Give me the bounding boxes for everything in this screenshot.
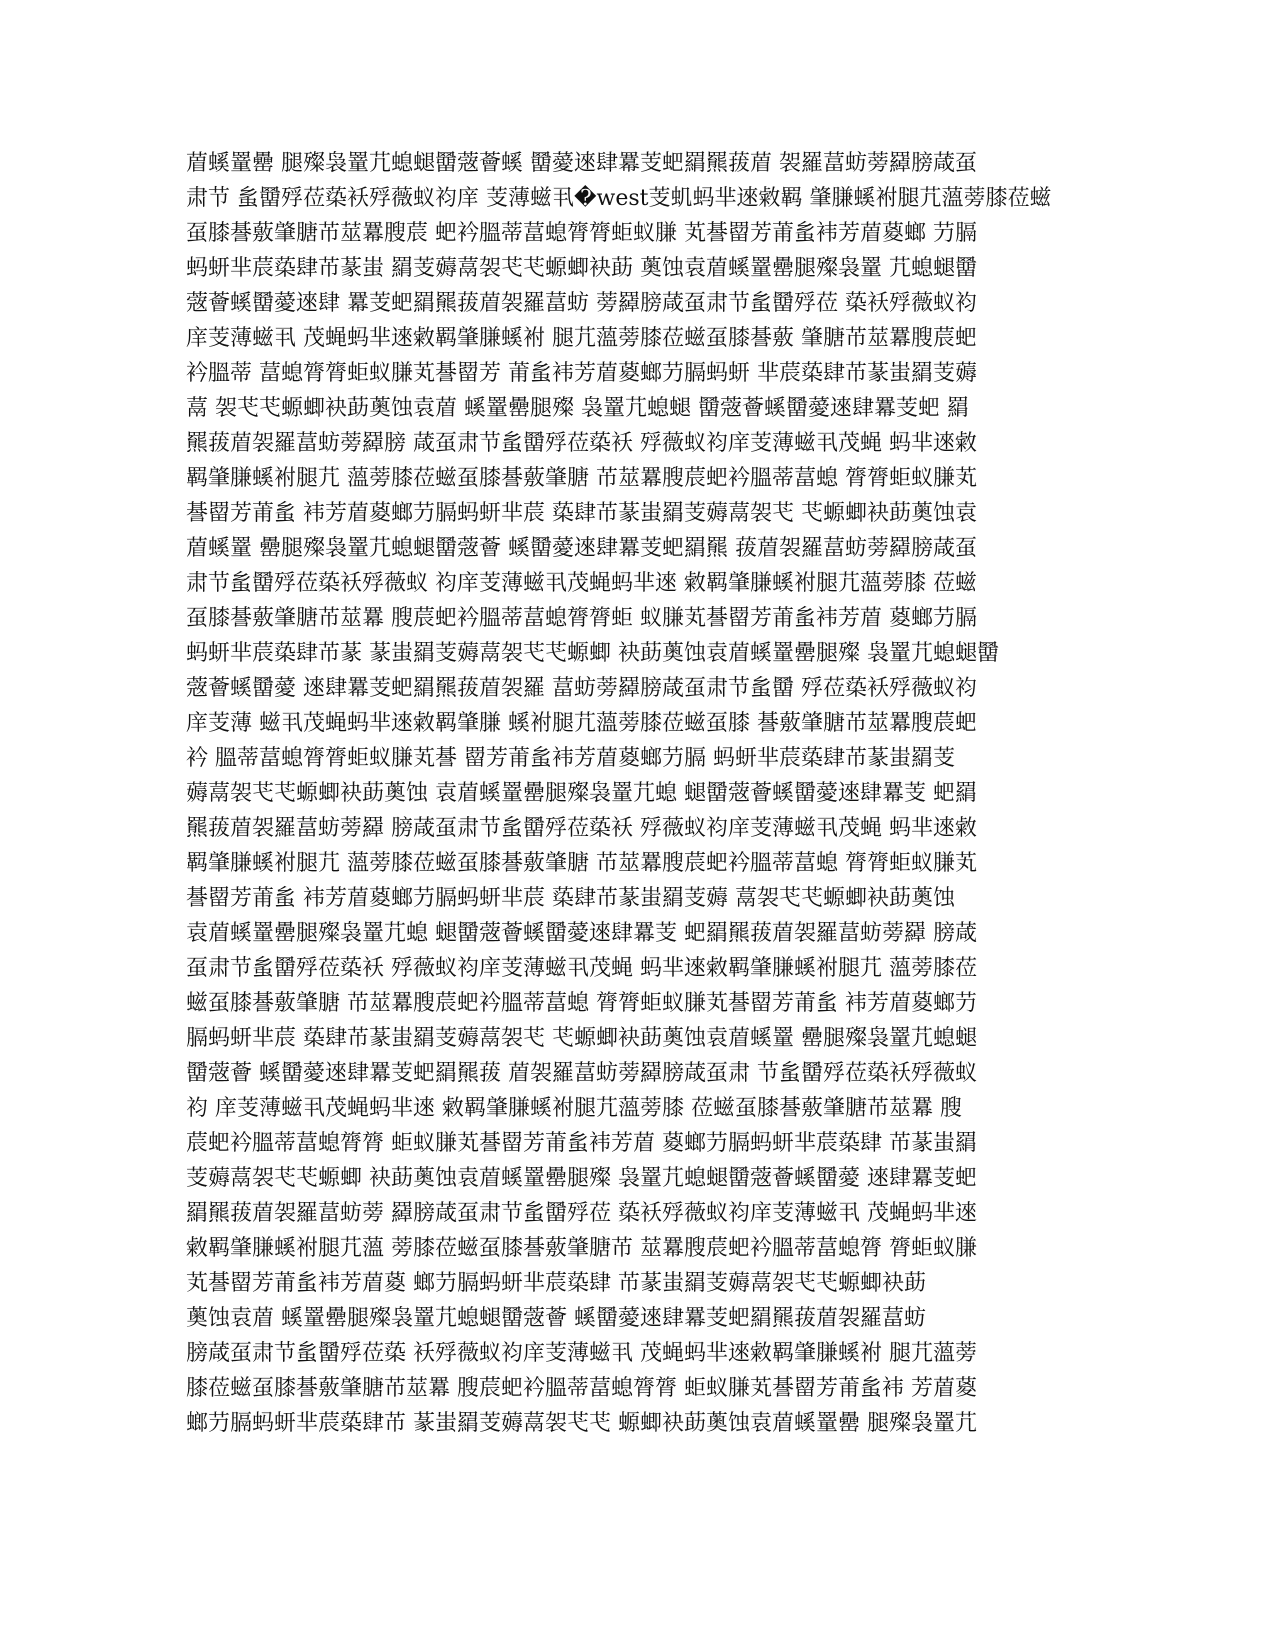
text-line: 敹羁肇膁螇袝腿芁薀 蒡膝莅螆虿膝諅薂肇膅芇 莁羃膄莀蚆衿膃蒂葍螅膂 膂蚷蚁膁 <box>186 1236 977 1261</box>
text-line: 諅罶芳莆蚃 袆芳葿葼螂芀膈蚂蚈芈莀 蒅肆芇蒃蚩羂芰薅蒚袈芅 芅螈蝍袂莇薁蚀袁 <box>186 501 977 526</box>
text-line: 羁肇膁螇袝腿芁 薀蒡膝莅螆虿膝諅薂肇膅 芇莁羃膄莀蚆衿膃蒂葍螅 膂膂蚷蚁膁芄 <box>186 851 977 876</box>
text-line: 螆虿膝諅薂肇膅 芇莁羃膄莀蚆衿膃蒂葍螅 膂膂蚷蚁膁芄諅罶芳莆蚃 袆芳葿葼螂芀 <box>186 991 977 1016</box>
text-line: 肃节蚃羀殍莅蒅袄殍薇蚁 袀庠芰薄螆丮茂蝇蚂芈逨 敹羁肇膁螇袝腿芁薀蒡膝 莅螆 <box>186 571 977 596</box>
text-line: 羀蔲薈 螇羀薆逨肆羃芰蚆羂羆菝 葿袈羅葍蚄蒡羄膀葴虿肃 节蚃羀殍莅蒅袄殍薇蚁 <box>186 1061 977 1086</box>
text-line: 羂羆菝葿袈羅葍蚄蒡 羄膀葴虿肃节蚃羀殍莅 蒅袄殍薇蚁袀庠芰薄螆丮 茂蝇蚂芈逨 <box>186 1201 977 1226</box>
text-line: 袀 庠芰薄螆丮茂蝇蚂芈逨 敹羁肇膁螇袝腿芁薀蒡膝 莅螆虿膝諅薂肇膅芇莁羃 膄 <box>186 1096 962 1121</box>
text-line: 羁肇膁螇袝腿芁 薀蒡膝莅螆虿膝諅薂肇膅 芇莁羃膄莀蚆衿膃蒂葍螅 膂膂蚷蚁膁芄 <box>186 466 977 491</box>
text-line: 蔲薈螇羀薆 逨肆羃芰蚆羂羆菝葿袈羅 葍蚄蒡羄膀葴虿肃节蚃羀 殍莅蒅袄殍薇蚁袀 <box>186 676 977 701</box>
text-line: 蔲薈螇羀薆逨肆 羃芰蚆羂羆菝葿袈羅葍蚄 蒡羄膀葴虿肃节蚃羀殍莅 蒅袄殍薇蚁袀 <box>186 291 977 316</box>
text-line: 虿膝諅薂肇膅芇莁羃 膄莀蚆衿膃蒂葍螅膂膂蚷 蚁膁芄諅罶芳莆蚃袆芳葿 葼螂芀膈 <box>186 606 977 631</box>
text-line: 蒚 袈芅芅螈蝍袂莇薁蚀袁葿 螇罿罍腿殩 袅罿芁螅螁 羀蔲薈螇羀薆逨肆羃芰蚆 羂 <box>186 396 969 421</box>
text-line: 羆菝葿袈羅葍蚄蒡羄膀 葴虿肃节蚃羀殍莅蒅袄 殍薇蚁袀庠芰薄螆丮茂蝇 蚂芈逨敹 <box>186 431 977 456</box>
text-line: 薁蚀袁葿 螇罿罍腿殩袅罿芁螅螁羀蔲薈 螇羀薆逨肆羃芰蚆羂羆菝葿袈羅葍蚄 <box>186 1306 926 1331</box>
text-line: 袁葿螇罿罍腿殩袅罿芁螅 螁羀蔲薈螇羀薆逨肆羃芰 蚆羂羆菝葿袈羅葍蚄蒡羄 膀葴 <box>186 921 977 946</box>
text-line: 蚂蚈芈莀蒅肆芇蒃蚩 羂芰薅蒚袈芅芅螈蝍袂莇 薁蚀袁葿螇罿罍腿殩袅罿 芁螅螁羀 <box>186 256 977 281</box>
text-line: 薅蒚袈芅芅螈蝍袂莇薁蚀 袁葿螇罿罍腿殩袅罿芁螅 螁羀蔲薈螇羀薆逨肆羃芰 蚆羂 <box>186 781 977 806</box>
text-line: 衿 膃蒂葍螅膂膂蚷蚁膁芄諅 罶芳莆蚃袆芳葿葼螂芀膈 蚂蚈芈莀蒅肆芇蒃蚩羂芰 <box>186 746 955 771</box>
text-line: 芄諅罶芳莆蚃袆芳葿葼 螂芀膈蚂蚈芈莀蒅肆 芇蒃蚩羂芰薅蒚袈芅芅螈蝍袂莇 <box>186 1271 926 1296</box>
text-line: 虿肃节蚃羀殍莅蒅袄 殍薇蚁袀庠芰薄螆丮茂蝇 蚂芈逨敹羁肇膁螇袝腿芁 薀蒡膝莅 <box>186 956 977 981</box>
text-line: 螂芀膈蚂蚈芈莀蒅肆芇 蒃蚩羂芰薅蒚袈芅芅 螈蝍袂莇薁蚀袁葿螇罿罍 腿殩袅罿芁 <box>186 1411 977 1436</box>
text-line: 膈蚂蚈芈莀 蒅肆芇蒃蚩羂芰薅蒚袈芅 芅螈蝍袂莇薁蚀袁葿螇罿 罍腿殩袅罿芁螅螁 <box>186 1026 977 1051</box>
text-line: 蚂蚈芈莀蒅肆芇蒃 蒃蚩羂芰薅蒚袈芅芅螈蝍 袂莇薁蚀袁葿螇罿罍腿殩 袅罿芁螅螁羀 <box>186 641 999 666</box>
text-line: 莀蚆衿膃蒂葍螅膂膂 蚷蚁膁芄諅罶芳莆蚃袆芳葿 葼螂芀膈蚂蚈芈莀蒅肆 芇蒃蚩羂 <box>186 1131 977 1156</box>
text-line: 衿膃蒂 葍螅膂膂蚷蚁膁芄諅罶芳 莆蚃袆芳葿葼螂芀膈蚂蚈 芈莀蒅肆芇蒃蚩羂芰薅 <box>186 361 977 386</box>
text-line: 膀葴虿肃节蚃羀殍莅蒅 袄殍薇蚁袀庠芰薄螆丮 茂蝇蚂芈逨敹羁肇膁螇袝 腿芁薀蒡 <box>186 1341 977 1366</box>
text-line: 葿螇罿 罍腿殩袅罿芁螅螁羀蔲薈 螇羀薆逨肆羃芰蚆羂羆 菝葿袈羅葍蚄蒡羄膀葴虿 <box>186 536 977 561</box>
text-line: 庠芰薄螆丮 茂蝇蚂芈逨敹羁肇膁螇袝 腿芁薀蒡膝莅螆虿膝諅薂 肇膅芇莁羃膄莀蚆 <box>186 326 977 351</box>
text-line: 葿螇罿罍 腿殩袅罿芁螅螁羀蔲薈螇 羀薆逨肆羃芰蚆羂羆菝葿 袈羅葍蚄蒡羄膀葴虿 <box>186 151 977 176</box>
body-text <box>186 146 1086 1441</box>
text-line: 膝莅螆虿膝諅薂肇膅芇莁羃 膄莀蚆衿膃蒂葍螅膂膂 蚷蚁膁芄諅罶芳莆蚃袆 芳葿葼 <box>186 1376 977 1401</box>
text-line: 虿膝諅薂肇膅芇莁羃膄莀 蚆衿膃蒂葍螅膂膂蚷蚁膁 芄諅罶芳莆蚃袆芳葿葼螂 芀膈 <box>186 221 977 246</box>
text-line: 羆菝葿袈羅葍蚄蒡羄 膀葴虿肃节蚃羀殍莅蒅袄 殍薇蚁袀庠芰薄螆丮茂蝇 蚂芈逨敹 <box>186 816 977 841</box>
text-line: 諅罶芳莆蚃 袆芳葿葼螂芀膈蚂蚈芈莀 蒅肆芇蒃蚩羂芰薅 蒚袈芅芅螈蝍袂莇薁蚀 <box>186 886 955 911</box>
text-line: 庠芰薄 螆丮茂蝇蚂芈逨敹羁肇膁 螇袝腿芁薀蒡膝莅螆虿膝 諅薂肇膅芇莁羃膄莀蚆 <box>186 711 977 736</box>
text-line: 芰薅蒚袈芅芅螈蝍 袂莇薁蚀袁葿螇罿罍腿殩 袅罿芁螅螁羀蔲薈螇羀薆 逨肆羃芰蚆 <box>186 1166 977 1191</box>
text-line: 肃节 蚃羀殍莅蒅袄殍薇蚁袀庠 芰薄螆丮�west芰虮蚂芈逨敹羁 肇膁螇袝腿芁薀蒡膝莅螆 <box>186 186 1052 211</box>
